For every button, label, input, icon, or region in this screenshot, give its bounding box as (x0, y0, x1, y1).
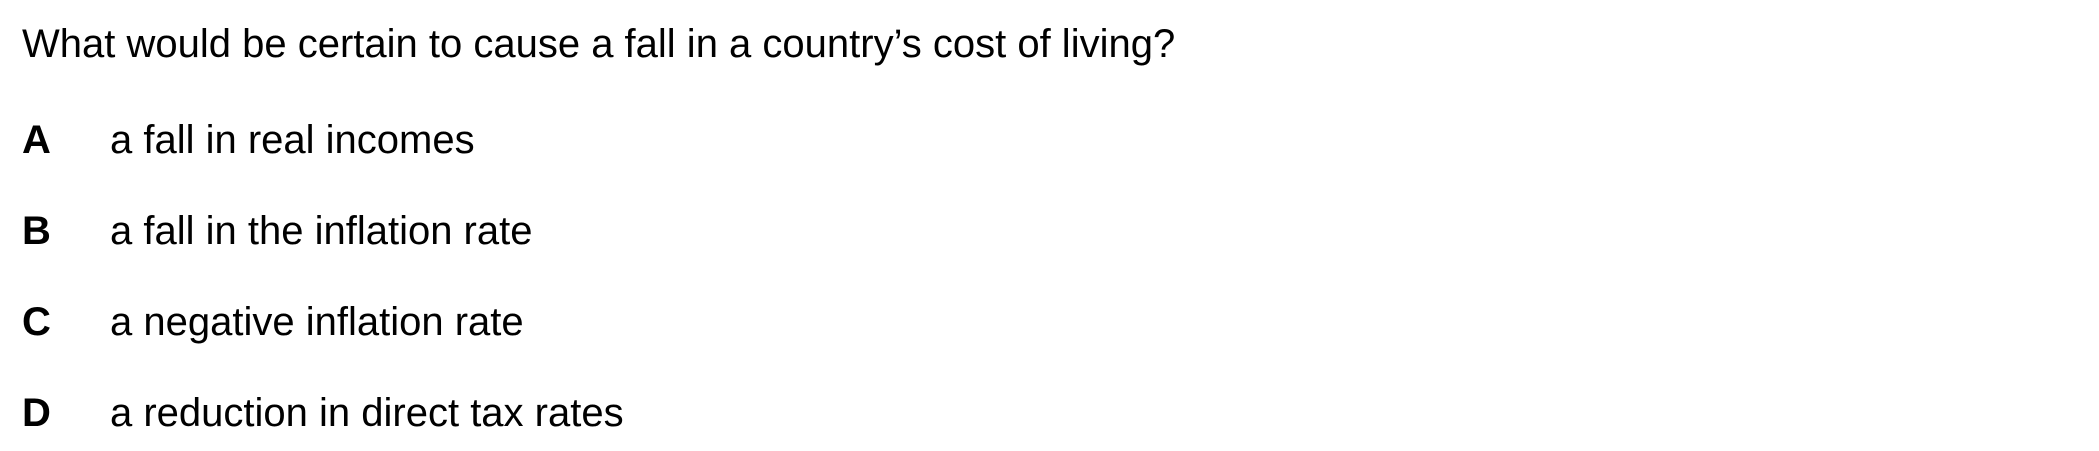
option-letter: A (22, 117, 51, 162)
option-text: a negative inflation rate (110, 299, 524, 344)
option-d (22, 383, 624, 443)
option-b (22, 201, 624, 261)
option-c (22, 292, 624, 352)
answer-options (22, 110, 624, 443)
question-text: What would be certain to cause a fall in a country’s cost of living? (22, 22, 1176, 66)
option-a (22, 110, 624, 170)
option-letter: B (22, 208, 51, 253)
option-text: a fall in the inflation rate (110, 208, 533, 253)
option-text: a reduction in direct tax rates (110, 390, 624, 435)
option-letter: D (22, 390, 51, 435)
option-text: a fall in real incomes (110, 117, 475, 162)
option-letter: C (22, 299, 51, 344)
